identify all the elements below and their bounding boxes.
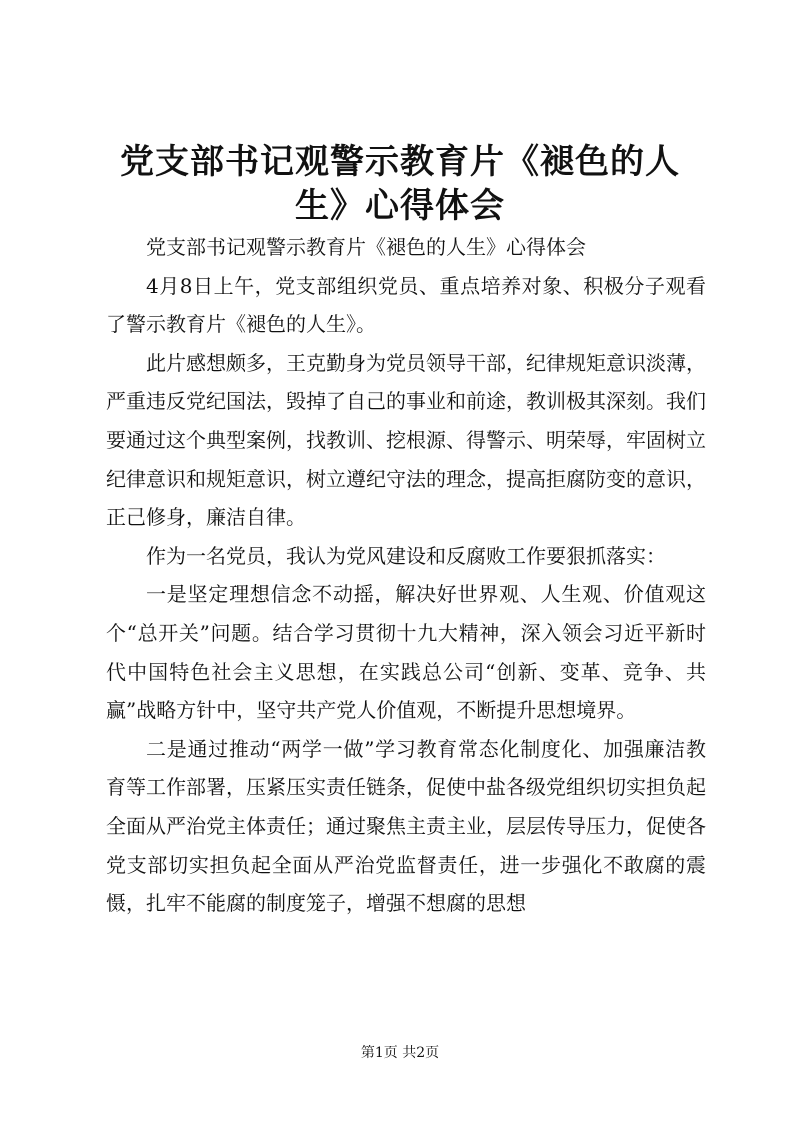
paragraph-intro-points: 作为一名党员，我认为党风建设和反腐败工作要狠抓落实： <box>146 543 666 568</box>
document-title: 党支部书记观警示教育片《褪色的人生》心得体会 <box>120 142 680 226</box>
page-footer: 第1页 共2页 <box>360 1045 440 1061</box>
paragraph-point-one: 一是坚定理想信念不动摇，解决好世界观、人生观、价值观这个“总开关”问题。结合学习贯彻十九大精神，深入领会习近平新时代中国特色社会主义思想，在实践总公司“创新、变革、竞争、共赢”战略方针中，坚守共产党人价值观，不断提升思想境界。 <box>106 582 706 723</box>
paragraph-reflection: 此片感想颇多，王克勤身为党员领导干部，纪律规矩意识淡薄，严重违反党纪国法，毁掉了自己的事业和前途，教训极其深刻。我们要通过这个典型案例，找教训、挖根源、得警示、明荣辱，牢固树立纪律意识和规矩意识，树立遵纪守法的理念，提高拒腐防变的意识，正己修身，廉洁自律。 <box>106 350 706 530</box>
paragraph-subtitle: 党支部书记观警示教育片《褪色的人生》心得体会 <box>146 235 586 259</box>
paragraph-event: 4月8日上午，党支部组织党员、重点培养对象、积极分子观看了警示教育片《褪色的人生》。 <box>106 273 706 337</box>
paragraph-point-two: 二是通过推动“两学一做”学习教育常态化制度化、加强廉洁教育等工作部署，压紧压实责任链条，促使中盐各级党组织切实担负起全面从严治党主体责任；通过聚焦主责主业，层层传导压力，促使各党支部切实担负起全面从严治党监督责任，进一步强化不敢腐的震慑，扎牢不能腐的制度笼子，增强不想腐的思想 <box>106 736 706 916</box>
document-body <box>106 228 706 923</box>
